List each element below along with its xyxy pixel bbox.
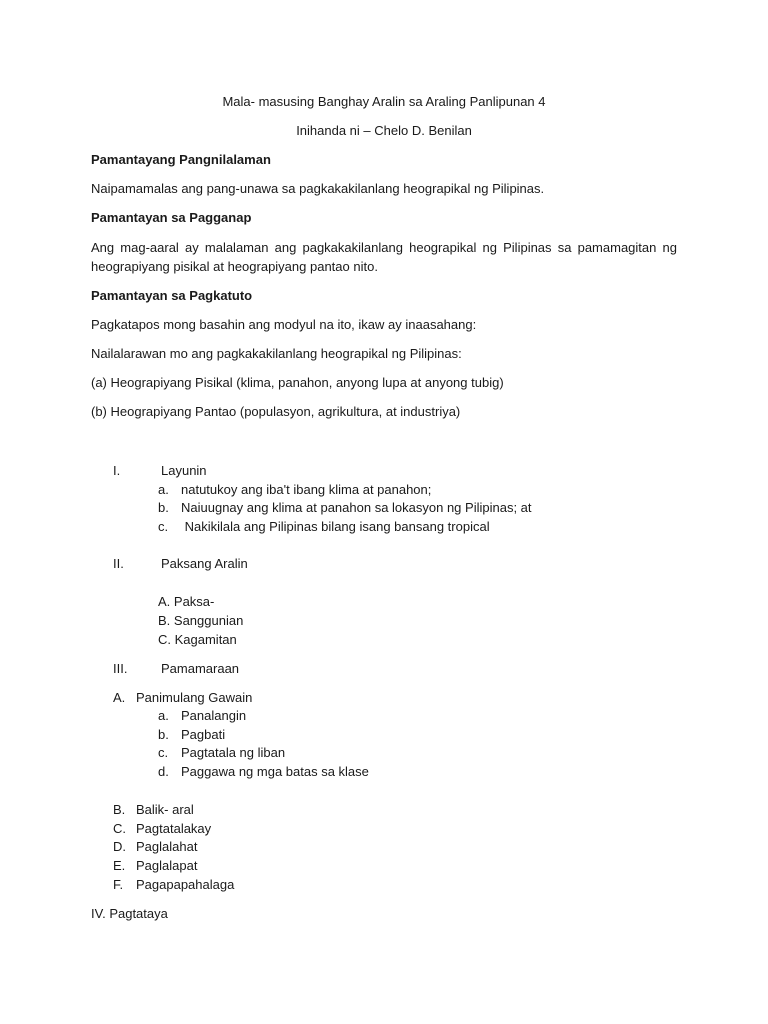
list-marker: C. [113, 821, 126, 836]
outline-title-layunin: Layunin [161, 463, 207, 478]
list-item: Nakikilala ang Pilipinas bilang isang bansang tropical [181, 519, 490, 534]
document-author: Inihanda ni – Chelo D. Benilan [296, 123, 472, 138]
text-pagganap: Ang mag-aaral ay malalaman ang pagkakakilanlang heograpikal ng Pilipinas sa pamamagitan ng heograpiyang pisikal at heograpiyang pantao nito. [91, 240, 677, 274]
list-marker: b. [158, 500, 169, 515]
text-pangnilalaman: Naipamamalas ang pang-unawa sa pagkakakilanlang heograpikal ng Pilipinas. [91, 181, 545, 196]
outline-number: I. [113, 463, 121, 478]
list-item: Pagtatalakay [136, 821, 212, 836]
heading-pagkatuto: Pamantayan sa Pagkatuto [91, 288, 253, 303]
list-marker: d. [158, 764, 169, 779]
list-item: A. Paksa- [158, 594, 215, 609]
list-marker: c. [158, 745, 169, 760]
pagkatuto-line: Pagkatapos mong basahin ang modyul na ito, ikaw ay inaasahang: [91, 317, 477, 332]
list-item: Balik- aral [136, 802, 194, 817]
heading-pangnilalaman: Pamantayang Pangnilalaman [91, 152, 271, 167]
list-item: Paglalapat [136, 858, 198, 873]
list-marker: c. [158, 519, 169, 534]
list-item: B. Sanggunian [158, 613, 244, 628]
list-item: natutukoy ang iba't ibang klima at panahon; [181, 482, 432, 497]
list-marker: b. [158, 727, 169, 742]
list-marker: a. [158, 708, 169, 723]
list-marker: D. [113, 839, 126, 854]
list-marker: B. [113, 802, 126, 817]
list-item: Pagtatala ng liban [181, 745, 286, 760]
list-marker: a. [158, 482, 169, 497]
list-item: Paggawa ng mga batas sa klase [181, 764, 369, 779]
document-title: Mala- masusing Banghay Aralin sa Araling Panlipunan 4 [222, 94, 546, 109]
list-item: C. Kagamitan [158, 632, 237, 647]
list-marker: E. [113, 858, 126, 873]
list-item: Pagapapahalaga [136, 877, 235, 892]
list-item: Pagbati [181, 727, 226, 742]
list-item: Panalangin [181, 708, 247, 723]
outline-number: III. [113, 661, 128, 676]
list-item: Naiuugnay ang klima at panahon sa lokasyon ng Pilipinas; at [181, 500, 532, 515]
outline-number: II. [113, 556, 124, 571]
list-marker: F. [113, 877, 124, 892]
pagkatuto-line: (b) Heograpiyang Pantao (populasyon, agrikultura, at industriya) [91, 404, 461, 419]
pagkatuto-line: Nailalarawan mo ang pagkakakilanlang heograpikal ng Pilipinas: [91, 346, 462, 361]
outline-title-paksang-aralin: Paksang Aralin [161, 556, 248, 571]
heading-pagganap: Pamantayan sa Pagganap [91, 210, 252, 225]
outline-title-panimulang-gawain: Panimulang Gawain [136, 690, 253, 705]
list-item: Paglalahat [136, 839, 198, 854]
outline-title-pamamaraan: Pamamaraan [161, 661, 240, 676]
pagkatuto-line: (a) Heograpiyang Pisikal (klima, panahon, anyong lupa at anyong tubig) [91, 375, 504, 390]
outline-title-pagtataya: IV. Pagtataya [91, 906, 168, 921]
list-marker: A. [113, 690, 126, 705]
